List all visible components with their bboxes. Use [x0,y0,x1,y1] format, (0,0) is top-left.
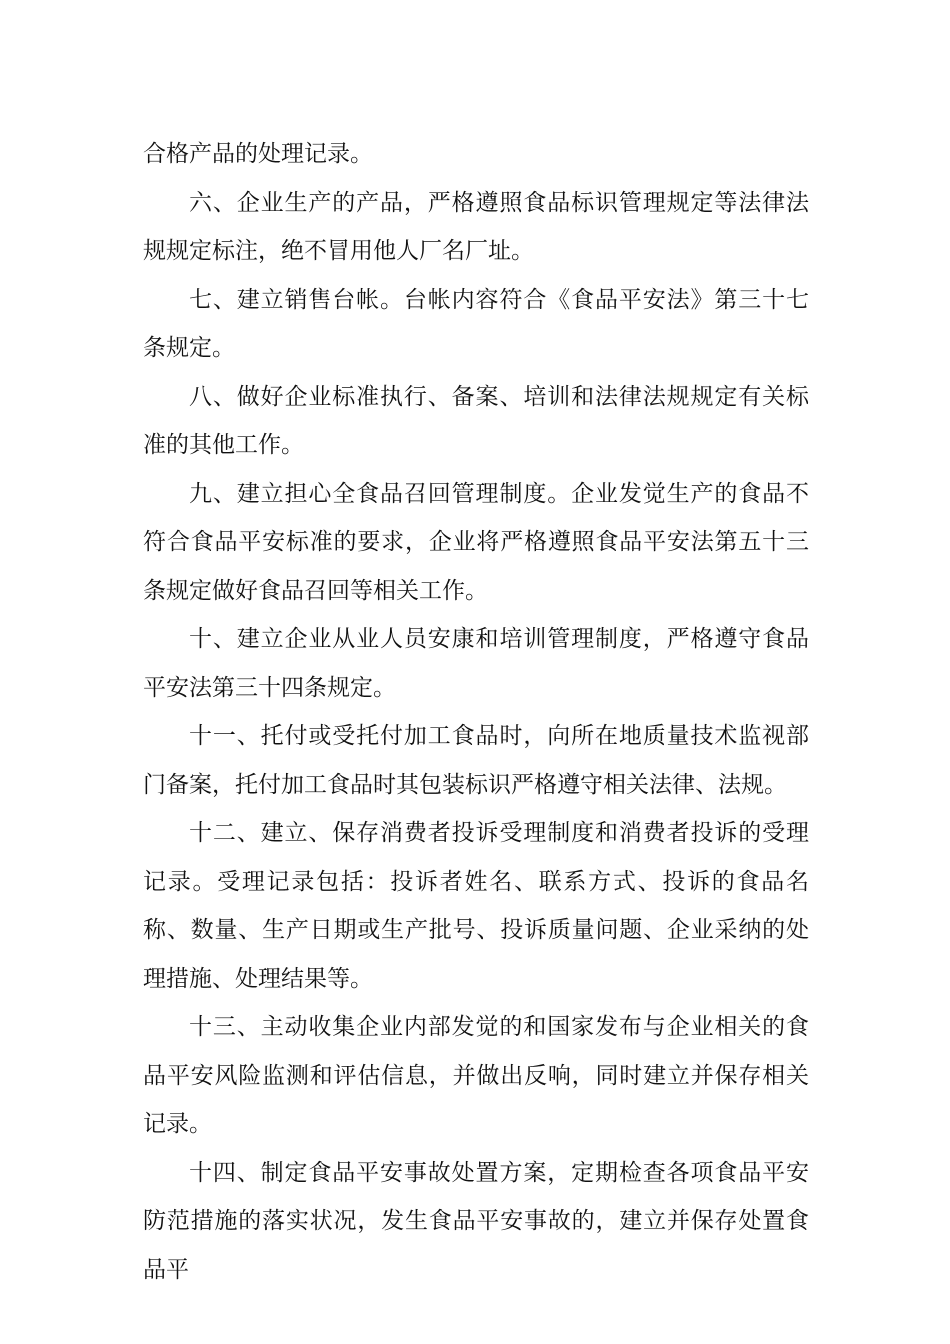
document-body [143,130,809,1294]
paragraph-item-14: 十四、制定食品平安事故处置方案，定期检查各项食品平安防范措施的落实状况，发生食品平安事故的，建立并保存处置食品平 [143,1159,809,1283]
paragraph-item-8: 八、做好企业标准执行、备案、培训和法律法规规定有关标准的其他工作。 [143,383,809,458]
paragraph-item-13: 十三、主动收集企业内部发觉的和国家发布与企业相关的食品平安风险监测和评估信息，并做出反响，同时建立并保存相关记录。 [143,1014,809,1137]
paragraph-item-11: 十一、托付或受托付加工食品时，向所在地质量技术监视部门备案，托付加工食品时其包装标识严格遵守相关法律、法规。 [143,723,809,798]
paragraph-item-10: 十、建立企业从业人员安康和培训管理制度，严格遵守食品平安法第三十四条规定。 [143,626,809,701]
paragraph-item-7: 七、建立销售台帐。台帐内容符合《食品平安法》第三十七条规定。 [143,286,809,361]
paragraph-item-6: 六、企业生产的产品，严格遵照食品标识管理规定等法律法规规定标注，绝不冒用他人厂名厂址。 [143,189,809,264]
paragraph-continued: 合格产品的处理记录。 [143,141,373,167]
paragraph-item-12: 十二、建立、保存消费者投诉受理制度和消费者投诉的受理记录。受理记录包括：投诉者姓名、联系方式、投诉的食品名称、数量、生产日期或生产批号、投诉质量问题、企业采纳的处理措施、处理结果等。 [143,820,809,992]
paragraph-item-9: 九、建立担心全食品召回管理制度。企业发觉生产的食品不符合食品平安标准的要求，企业将严格遵照食品平安法第五十三条规定做好食品召回等相关工作。 [143,480,809,604]
